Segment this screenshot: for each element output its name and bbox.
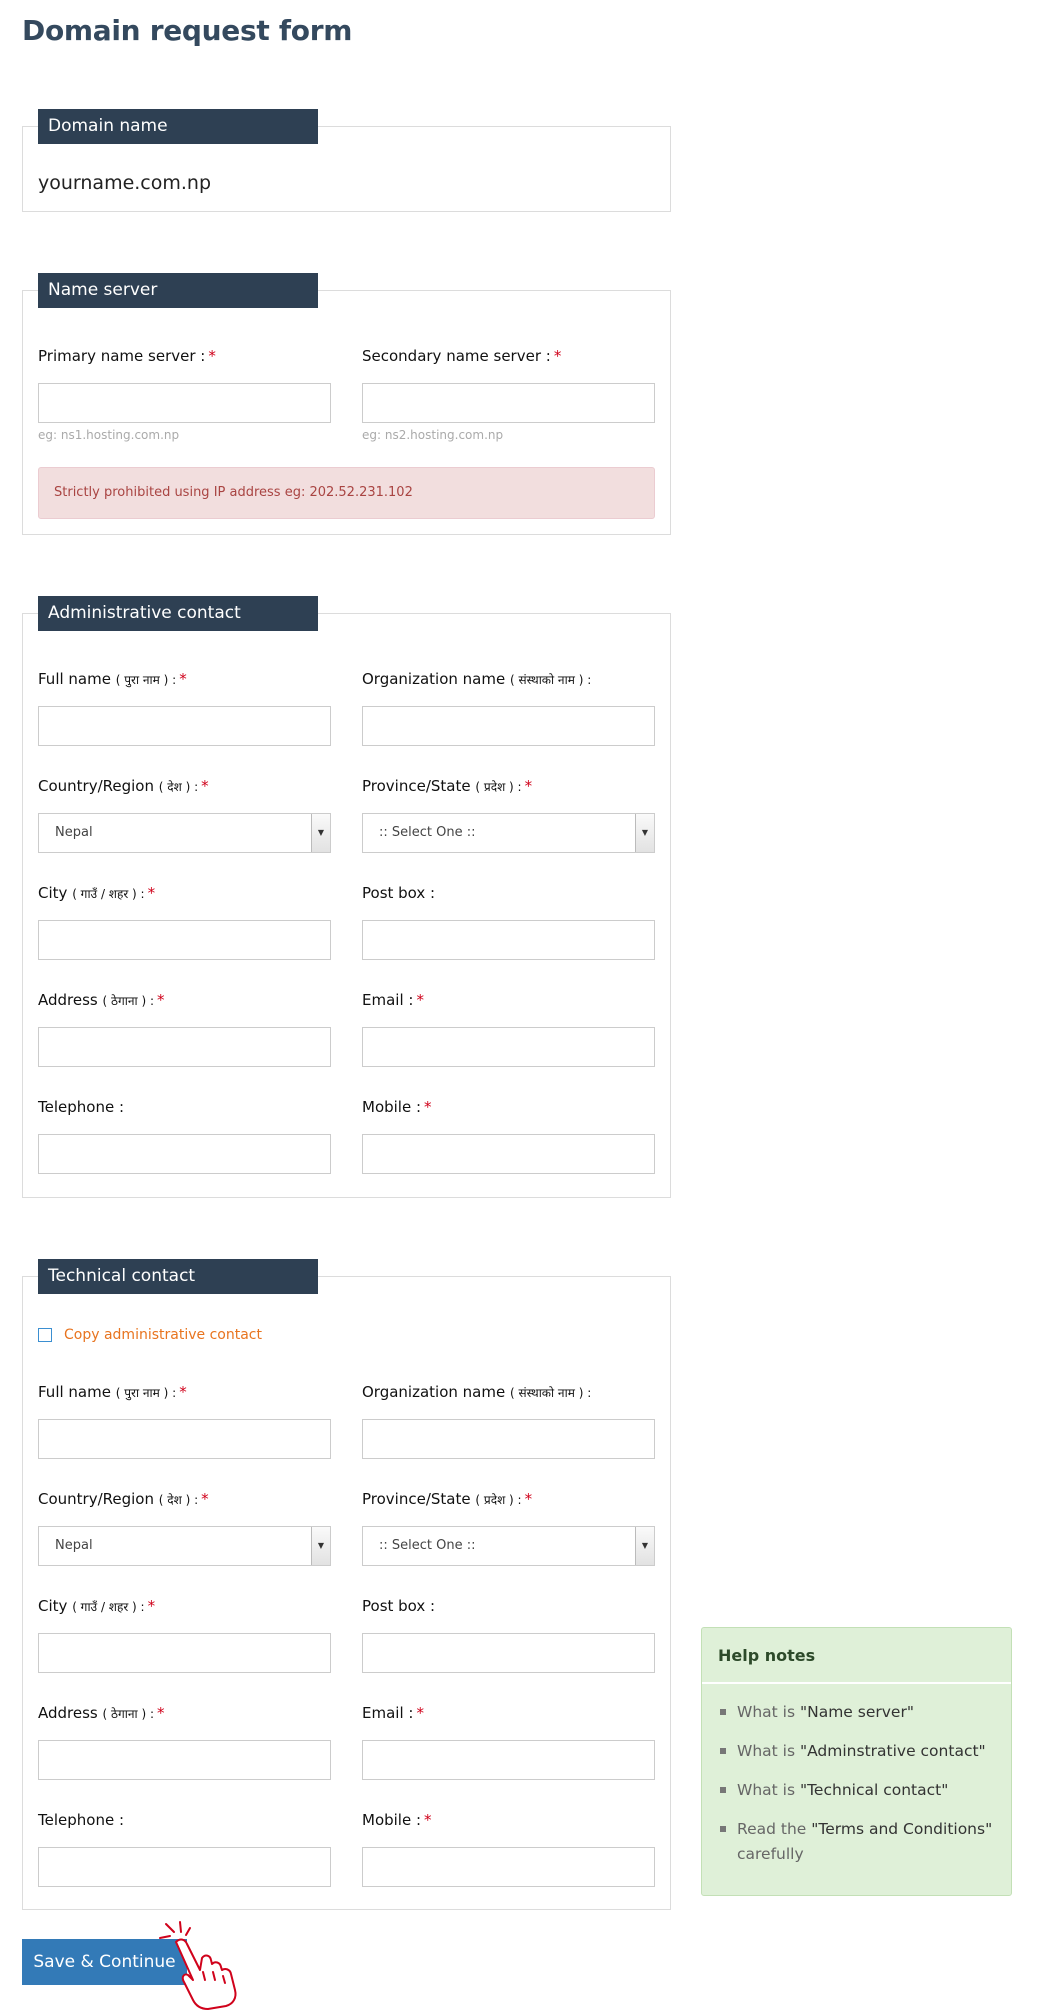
admin-province-selected: :: Select One :: xyxy=(379,825,476,840)
admin-post-box-label: Post box : xyxy=(362,884,436,902)
tech-telephone-input[interactable] xyxy=(38,1847,331,1887)
tech-organization-field xyxy=(362,1382,655,1459)
admin-country-label: Country/Region ( देश ) : * xyxy=(38,777,209,795)
tech-email-input[interactable] xyxy=(362,1740,655,1780)
admin-telephone-label: Telephone : xyxy=(38,1098,125,1116)
help-notes-panel xyxy=(701,1627,1012,1896)
admin-email-label: Email : * xyxy=(362,991,424,1009)
secondary-name-server-field xyxy=(362,346,655,442)
admin-full-name-input[interactable] xyxy=(38,706,331,746)
tech-post-box-label: Post box : xyxy=(362,1597,436,1615)
secondary-name-server-hint: eg: ns2.hosting.com.np xyxy=(362,428,504,442)
admin-address-label: Address ( ठेगाना ) : * xyxy=(38,991,165,1009)
tech-mobile-field xyxy=(362,1810,655,1887)
admin-city-label: City ( गाउँ / शहर ) : * xyxy=(38,884,156,902)
admin-city-input[interactable] xyxy=(38,920,331,960)
primary-name-server-hint: eg: ns1.hosting.com.np xyxy=(38,428,180,442)
tech-email-field xyxy=(362,1703,655,1780)
hand-pointer-icon xyxy=(156,1920,252,2010)
domain-name-section xyxy=(22,116,671,212)
tech-city-label: City ( गाउँ / शहर ) : * xyxy=(38,1597,156,1615)
admin-address-field xyxy=(38,990,331,1067)
tech-province-label: Province/State ( प्रदेश ) : * xyxy=(362,1490,533,1508)
tech-full-name-input[interactable] xyxy=(38,1419,331,1459)
primary-name-server-field xyxy=(38,346,331,442)
tech-country-selected: Nepal xyxy=(55,1538,93,1553)
tech-city-field xyxy=(38,1596,331,1673)
tech-province-field xyxy=(362,1489,655,1566)
tech-city-input[interactable] xyxy=(38,1633,331,1673)
tech-address-label: Address ( ठेगाना ) : * xyxy=(38,1704,165,1722)
dropdown-arrow-icon[interactable]: ▼ xyxy=(635,814,654,852)
dropdown-arrow-icon[interactable]: ▼ xyxy=(311,1527,330,1565)
tech-mobile-input[interactable] xyxy=(362,1847,655,1887)
admin-email-input[interactable] xyxy=(362,1027,655,1067)
ip-address-warning: Strictly prohibited using IP address eg: 202.52.231.102 xyxy=(38,467,655,519)
tech-province-selected: :: Select One :: xyxy=(379,1538,476,1553)
admin-province-field xyxy=(362,776,655,853)
administrative-contact-section xyxy=(22,603,671,1198)
name-server-legend: Name server xyxy=(38,273,318,308)
primary-name-server-input[interactable] xyxy=(38,383,331,423)
admin-organization-field xyxy=(362,669,655,746)
technical-contact-section xyxy=(22,1266,671,1910)
tech-post-box-input[interactable] xyxy=(362,1633,655,1673)
admin-mobile-field xyxy=(362,1097,655,1174)
copy-admin-contact-checkbox[interactable] xyxy=(38,1328,52,1342)
primary-name-server-label: Primary name server : * xyxy=(38,347,216,365)
admin-mobile-input[interactable] xyxy=(362,1134,655,1174)
secondary-name-server-input[interactable] xyxy=(362,383,655,423)
admin-telephone-input[interactable] xyxy=(38,1134,331,1174)
admin-country-selected: Nepal xyxy=(55,825,93,840)
administrative-contact-legend: Administrative contact xyxy=(38,596,318,631)
tech-organization-input[interactable] xyxy=(362,1419,655,1459)
admin-city-field xyxy=(38,883,331,960)
tech-province-select[interactable] xyxy=(362,1526,655,1566)
help-note-technical-contact[interactable]: What is "Technical contact" xyxy=(720,1778,1002,1803)
admin-province-select[interactable] xyxy=(362,813,655,853)
save-continue-button[interactable]: Save & Continue xyxy=(22,1939,187,1985)
dropdown-arrow-icon[interactable]: ▼ xyxy=(311,814,330,852)
tech-full-name-field xyxy=(38,1382,331,1459)
domain-name-legend: Domain name xyxy=(38,109,318,144)
admin-full-name-field xyxy=(38,669,331,746)
copy-admin-contact-row[interactable] xyxy=(38,1327,262,1343)
admin-telephone-field xyxy=(38,1097,331,1174)
tech-address-field xyxy=(38,1703,331,1780)
tech-address-input[interactable] xyxy=(38,1740,331,1780)
admin-organization-label: Organization name ( संस्थाको नाम ) : xyxy=(362,670,592,688)
admin-address-input[interactable] xyxy=(38,1027,331,1067)
admin-province-label: Province/State ( प्रदेश ) : * xyxy=(362,777,533,795)
help-note-admin-contact[interactable]: What is "Adminstrative contact" xyxy=(720,1739,1002,1764)
technical-contact-legend: Technical contact xyxy=(38,1259,318,1294)
admin-email-field xyxy=(362,990,655,1067)
tech-telephone-label: Telephone : xyxy=(38,1811,125,1829)
admin-organization-input[interactable] xyxy=(362,706,655,746)
name-server-section xyxy=(22,280,671,535)
admin-post-box-field xyxy=(362,883,655,960)
admin-country-select[interactable] xyxy=(38,813,331,853)
admin-mobile-label: Mobile : * xyxy=(362,1098,432,1116)
tech-full-name-label: Full name ( पुरा नाम ) : * xyxy=(38,1383,187,1401)
tech-telephone-field xyxy=(38,1810,331,1887)
admin-post-box-input[interactable] xyxy=(362,920,655,960)
page-title: Domain request form xyxy=(22,14,353,47)
tech-email-label: Email : * xyxy=(362,1704,424,1722)
tech-country-label: Country/Region ( देश ) : * xyxy=(38,1490,209,1508)
tech-organization-label: Organization name ( संस्थाको नाम ) : xyxy=(362,1383,592,1401)
help-notes-title: Help notes xyxy=(718,1646,816,1665)
secondary-name-server-label: Secondary name server : * xyxy=(362,347,562,365)
tech-post-box-field xyxy=(362,1596,655,1673)
help-notes-divider xyxy=(702,1682,1011,1684)
help-note-name-server[interactable]: What is "Name server" xyxy=(720,1700,1002,1725)
copy-admin-contact-label[interactable]: Copy administrative contact xyxy=(64,1327,262,1343)
admin-full-name-label: Full name ( पुरा नाम ) : * xyxy=(38,670,187,688)
tech-country-field xyxy=(38,1489,331,1566)
dropdown-arrow-icon[interactable]: ▼ xyxy=(635,1527,654,1565)
help-notes-list xyxy=(720,1700,1002,1881)
domain-name-value: yourname.com.np xyxy=(38,172,212,194)
help-note-terms[interactable]: Read the "Terms and Conditions" carefully xyxy=(720,1817,1002,1867)
tech-mobile-label: Mobile : * xyxy=(362,1811,432,1829)
admin-country-field xyxy=(38,776,331,853)
tech-country-select[interactable] xyxy=(38,1526,331,1566)
